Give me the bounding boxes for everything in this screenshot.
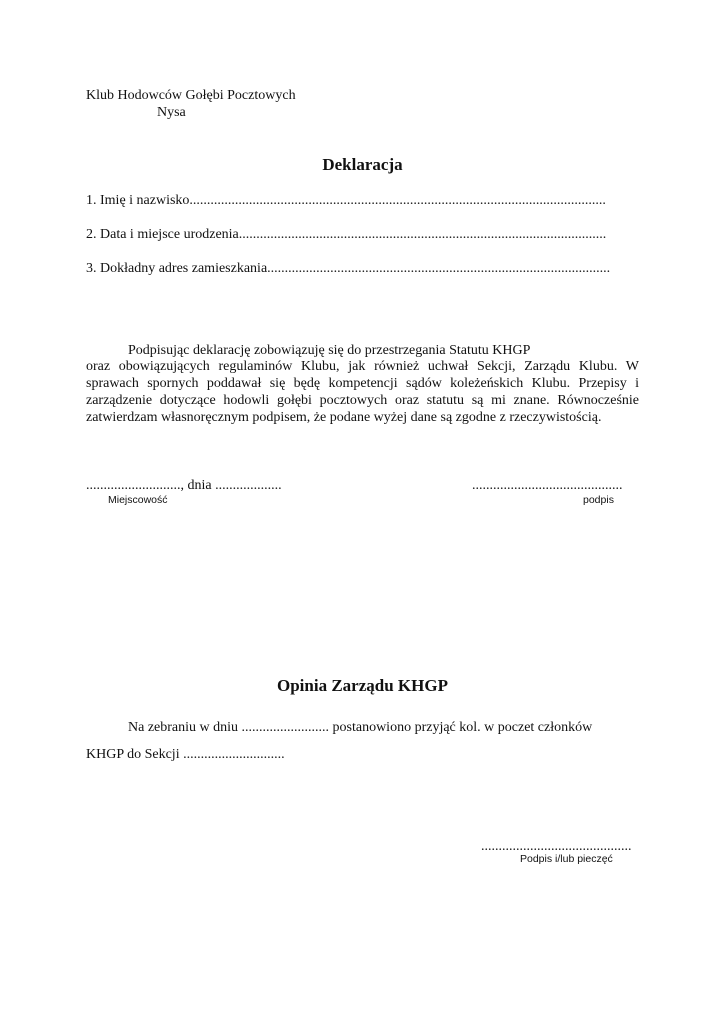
opinion-signature-caption: Podpis i/lub pieczęć — [520, 853, 613, 865]
place-date-line: ..........................., dnia ................... — [86, 478, 282, 493]
field-name: 1. Imię i nazwisko....................................................................................................................... — [86, 193, 606, 208]
opinion-line-2: KHGP do Sekcji ............................. — [86, 747, 285, 762]
field-address: 3. Dokładny adres zamieszkania.................................................................................................. — [86, 261, 611, 276]
signature-caption: podpis — [583, 494, 614, 506]
opinion-line-1: Na zebraniu w dniu ......................... postanowiono przyjąć kol. w poczet członków — [128, 720, 593, 735]
club-name: Klub Hodowców Gołębi Pocztowych — [86, 88, 296, 103]
declaration-title: Deklaracja — [322, 155, 403, 174]
declaration-body-line-2: oraz obowiązujących regulaminów Klubu, jak również uchwał Sekcji, Zarządu Klubu. W — [86, 359, 639, 374]
declaration-body-line-3: sprawach spornych poddawał się będę kompetencji sądów koleżeńskich Klubu. Przepisy i — [86, 376, 639, 391]
opinion-title: Opinia Zarządu KHGP — [277, 676, 448, 695]
declaration-body-line-4: zarządzenie dotyczące hodowli gołębi pocztowych oraz statutu są mi znane. Równocześnie — [86, 393, 639, 408]
club-city: Nysa — [157, 105, 186, 120]
opinion-signature-line: ........................................... — [481, 839, 632, 854]
signature-line: ........................................... — [472, 478, 623, 493]
place-caption: Miejscowość — [108, 494, 168, 506]
declaration-body-line-1: Podpisując deklarację zobowiązuję się do przestrzegania Statutu KHGP — [128, 343, 531, 358]
declaration-body-line-5: zatwierdzam własnoręcznym podpisem, że podane wyżej dane są zgodne z rzeczywistością. — [86, 410, 602, 425]
field-birth: 2. Data i miejsce urodzenia......................................................................................................... — [86, 227, 607, 242]
